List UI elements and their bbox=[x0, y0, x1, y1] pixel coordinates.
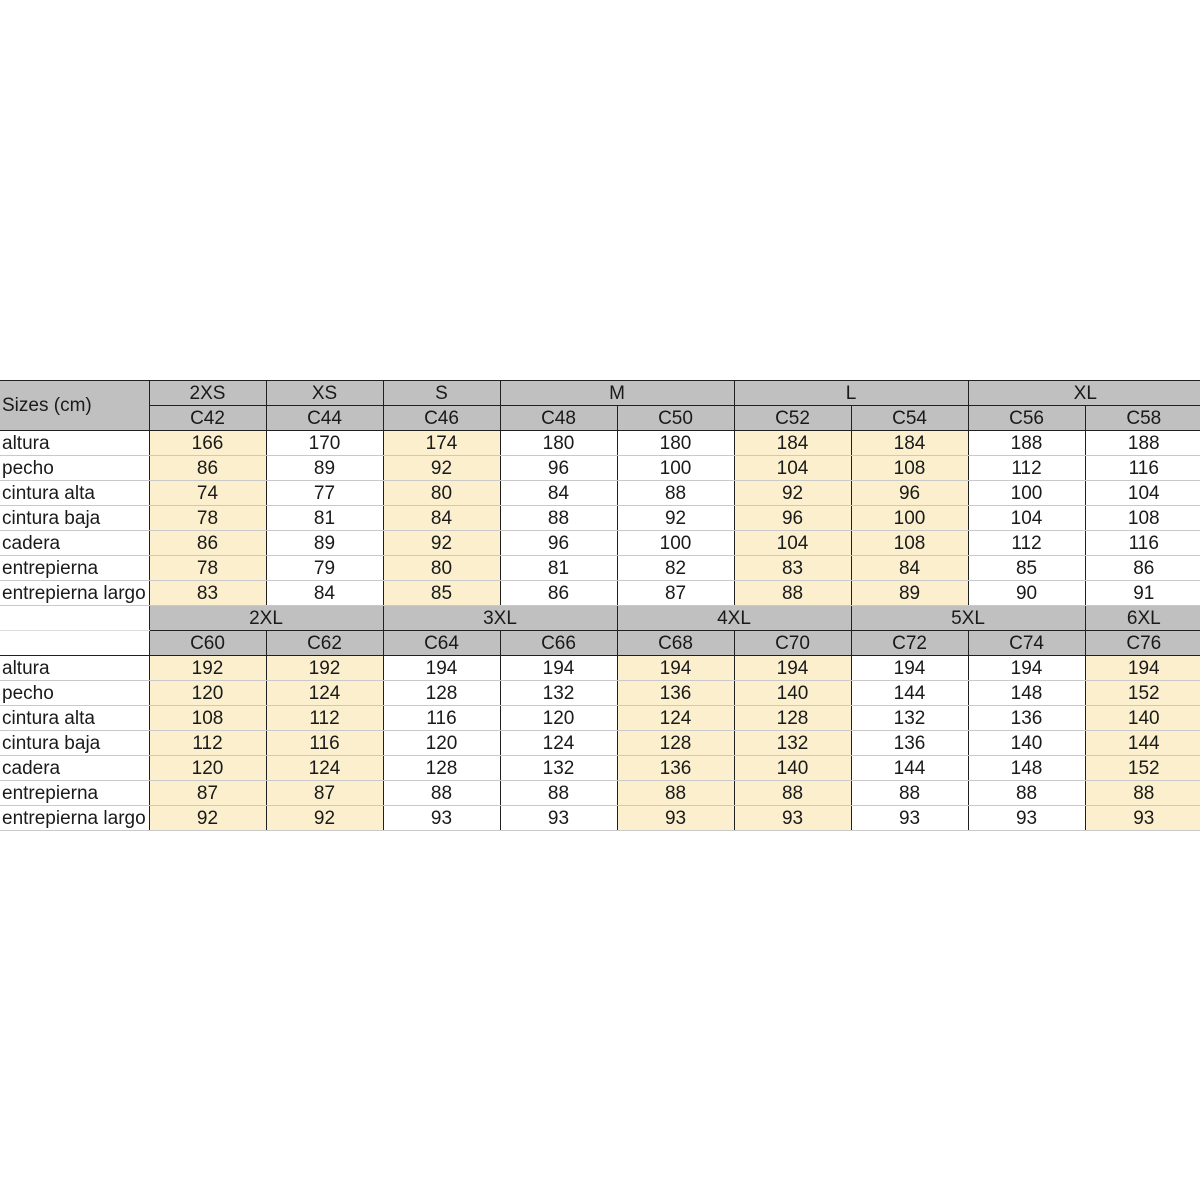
measurement-value: 87 bbox=[617, 581, 734, 606]
size-chart-table bbox=[0, 380, 1200, 831]
measurement-value: 112 bbox=[149, 731, 266, 756]
size-group-header: M bbox=[500, 381, 734, 406]
measurement-value: 144 bbox=[1085, 731, 1200, 756]
size-group-header: XS bbox=[266, 381, 383, 406]
measurement-value: 120 bbox=[149, 681, 266, 706]
size-group-header: 3XL bbox=[383, 606, 617, 631]
size-group-header: 4XL bbox=[617, 606, 851, 631]
measurement-value: 86 bbox=[149, 531, 266, 556]
size-code-header: C60 bbox=[149, 631, 266, 656]
measurement-value: 188 bbox=[968, 431, 1085, 456]
size-code-header: C76 bbox=[1085, 631, 1200, 656]
size-chart-body bbox=[0, 381, 1200, 831]
measurement-value: 112 bbox=[266, 706, 383, 731]
measurement-label: entrepierna bbox=[0, 556, 149, 581]
measurement-label: cintura alta bbox=[0, 706, 149, 731]
measurement-value: 180 bbox=[500, 431, 617, 456]
measurement-value: 136 bbox=[617, 681, 734, 706]
measurement-label: altura bbox=[0, 656, 149, 681]
measurement-value: 132 bbox=[734, 731, 851, 756]
measurement-value: 88 bbox=[500, 781, 617, 806]
measurement-value: 108 bbox=[149, 706, 266, 731]
measurement-value: 112 bbox=[968, 531, 1085, 556]
measurement-value: 100 bbox=[617, 531, 734, 556]
measurement-value: 194 bbox=[1085, 656, 1200, 681]
measurement-value: 194 bbox=[734, 656, 851, 681]
measurement-value: 194 bbox=[851, 656, 968, 681]
measurement-label: cintura alta bbox=[0, 481, 149, 506]
measurement-value: 136 bbox=[617, 756, 734, 781]
measurement-value: 112 bbox=[968, 456, 1085, 481]
measurement-value: 124 bbox=[266, 681, 383, 706]
measurement-value: 93 bbox=[734, 806, 851, 831]
measurement-row bbox=[0, 731, 1200, 756]
measurement-value: 132 bbox=[500, 681, 617, 706]
measurement-value: 96 bbox=[500, 456, 617, 481]
measurement-value: 79 bbox=[266, 556, 383, 581]
measurement-value: 92 bbox=[734, 481, 851, 506]
measurement-value: 92 bbox=[266, 806, 383, 831]
size-code-header: C42 bbox=[149, 406, 266, 431]
measurement-value: 124 bbox=[617, 706, 734, 731]
measurement-value: 96 bbox=[734, 506, 851, 531]
measurement-value: 93 bbox=[500, 806, 617, 831]
measurement-value: 132 bbox=[500, 756, 617, 781]
measurement-value: 108 bbox=[851, 531, 968, 556]
corner-label: Sizes (cm) bbox=[0, 381, 149, 431]
measurement-value: 120 bbox=[149, 756, 266, 781]
measurement-row bbox=[0, 531, 1200, 556]
measurement-value: 88 bbox=[968, 781, 1085, 806]
measurement-row bbox=[0, 456, 1200, 481]
measurement-value: 92 bbox=[617, 506, 734, 531]
measurement-value: 120 bbox=[383, 731, 500, 756]
measurement-value: 77 bbox=[266, 481, 383, 506]
measurement-value: 96 bbox=[851, 481, 968, 506]
measurement-value: 84 bbox=[383, 506, 500, 531]
measurement-value: 116 bbox=[266, 731, 383, 756]
size-code-header: C54 bbox=[851, 406, 968, 431]
measurement-label: entrepierna largo bbox=[0, 581, 149, 606]
measurement-value: 128 bbox=[734, 706, 851, 731]
measurement-value: 104 bbox=[1085, 481, 1200, 506]
measurement-row bbox=[0, 481, 1200, 506]
measurement-value: 144 bbox=[851, 681, 968, 706]
measurement-value: 88 bbox=[851, 781, 968, 806]
measurement-value: 194 bbox=[968, 656, 1085, 681]
measurement-value: 93 bbox=[968, 806, 1085, 831]
measurement-value: 92 bbox=[383, 456, 500, 481]
size-group-header: 2XS bbox=[149, 381, 266, 406]
measurement-value: 136 bbox=[968, 706, 1085, 731]
measurement-value: 93 bbox=[617, 806, 734, 831]
measurement-value: 124 bbox=[266, 756, 383, 781]
measurement-value: 128 bbox=[617, 731, 734, 756]
measurement-value: 86 bbox=[149, 456, 266, 481]
measurement-value: 104 bbox=[734, 456, 851, 481]
measurement-row bbox=[0, 656, 1200, 681]
empty-label-cell bbox=[0, 606, 149, 631]
measurement-value: 81 bbox=[500, 556, 617, 581]
size-code-header: C72 bbox=[851, 631, 968, 656]
measurement-value: 140 bbox=[734, 681, 851, 706]
measurement-value: 93 bbox=[383, 806, 500, 831]
measurement-value: 108 bbox=[1085, 506, 1200, 531]
size-code-header: C44 bbox=[266, 406, 383, 431]
measurement-label: pecho bbox=[0, 681, 149, 706]
size-code-header: C50 bbox=[617, 406, 734, 431]
empty-label-cell bbox=[0, 631, 149, 656]
measurement-value: 90 bbox=[968, 581, 1085, 606]
measurement-value: 86 bbox=[1085, 556, 1200, 581]
measurement-value: 88 bbox=[617, 481, 734, 506]
measurement-value: 194 bbox=[617, 656, 734, 681]
measurement-value: 100 bbox=[851, 506, 968, 531]
measurement-value: 128 bbox=[383, 756, 500, 781]
measurement-value: 104 bbox=[734, 531, 851, 556]
measurement-value: 78 bbox=[149, 506, 266, 531]
size-code-header: C64 bbox=[383, 631, 500, 656]
measurement-value: 192 bbox=[266, 656, 383, 681]
size-code-header: C68 bbox=[617, 631, 734, 656]
measurement-row bbox=[0, 506, 1200, 531]
size-group-header: 6XL bbox=[1085, 606, 1200, 631]
size-group-header: XL bbox=[968, 381, 1200, 406]
measurement-label: cadera bbox=[0, 531, 149, 556]
measurement-value: 100 bbox=[968, 481, 1085, 506]
size-code-header: C48 bbox=[500, 406, 617, 431]
measurement-value: 74 bbox=[149, 481, 266, 506]
measurement-value: 140 bbox=[968, 731, 1085, 756]
measurement-value: 116 bbox=[383, 706, 500, 731]
size-code-header-row bbox=[0, 406, 1200, 431]
size-code-header: C74 bbox=[968, 631, 1085, 656]
measurement-value: 116 bbox=[1085, 456, 1200, 481]
measurement-label: entrepierna bbox=[0, 781, 149, 806]
measurement-label: cadera bbox=[0, 756, 149, 781]
measurement-value: 128 bbox=[383, 681, 500, 706]
measurement-value: 85 bbox=[383, 581, 500, 606]
size-code-header: C58 bbox=[1085, 406, 1200, 431]
measurement-value: 148 bbox=[968, 681, 1085, 706]
measurement-value: 89 bbox=[266, 456, 383, 481]
measurement-value: 84 bbox=[266, 581, 383, 606]
size-code-header-row bbox=[0, 631, 1200, 656]
measurement-row bbox=[0, 431, 1200, 456]
measurement-value: 87 bbox=[266, 781, 383, 806]
size-group-header-row bbox=[0, 606, 1200, 631]
size-group-header-row bbox=[0, 381, 1200, 406]
size-group-header: L bbox=[734, 381, 968, 406]
measurement-value: 93 bbox=[851, 806, 968, 831]
measurement-value: 194 bbox=[383, 656, 500, 681]
measurement-value: 104 bbox=[968, 506, 1085, 531]
measurement-value: 120 bbox=[500, 706, 617, 731]
size-code-header: C52 bbox=[734, 406, 851, 431]
measurement-value: 188 bbox=[1085, 431, 1200, 456]
measurement-value: 88 bbox=[383, 781, 500, 806]
size-code-header: C62 bbox=[266, 631, 383, 656]
measurement-value: 83 bbox=[734, 556, 851, 581]
measurement-value: 85 bbox=[968, 556, 1085, 581]
measurement-row bbox=[0, 556, 1200, 581]
measurement-value: 152 bbox=[1085, 681, 1200, 706]
measurement-value: 88 bbox=[734, 781, 851, 806]
measurement-value: 82 bbox=[617, 556, 734, 581]
measurement-value: 148 bbox=[968, 756, 1085, 781]
measurement-value: 84 bbox=[851, 556, 968, 581]
measurement-value: 83 bbox=[149, 581, 266, 606]
measurement-row bbox=[0, 681, 1200, 706]
measurement-value: 100 bbox=[617, 456, 734, 481]
size-code-header: C66 bbox=[500, 631, 617, 656]
measurement-value: 140 bbox=[734, 756, 851, 781]
size-code-header: C56 bbox=[968, 406, 1085, 431]
measurement-value: 86 bbox=[500, 581, 617, 606]
measurement-value: 80 bbox=[383, 556, 500, 581]
measurement-value: 184 bbox=[851, 431, 968, 456]
measurement-value: 81 bbox=[266, 506, 383, 531]
size-group-header: 5XL bbox=[851, 606, 1085, 631]
measurement-value: 80 bbox=[383, 481, 500, 506]
measurement-value: 136 bbox=[851, 731, 968, 756]
measurement-row bbox=[0, 756, 1200, 781]
measurement-row bbox=[0, 706, 1200, 731]
measurement-value: 92 bbox=[383, 531, 500, 556]
measurement-value: 152 bbox=[1085, 756, 1200, 781]
measurement-value: 88 bbox=[617, 781, 734, 806]
measurement-value: 88 bbox=[500, 506, 617, 531]
measurement-value: 144 bbox=[851, 756, 968, 781]
measurement-label: pecho bbox=[0, 456, 149, 481]
measurement-value: 89 bbox=[266, 531, 383, 556]
measurement-value: 93 bbox=[1085, 806, 1200, 831]
size-group-header: S bbox=[383, 381, 500, 406]
measurement-value: 180 bbox=[617, 431, 734, 456]
measurement-value: 88 bbox=[1085, 781, 1200, 806]
measurement-value: 78 bbox=[149, 556, 266, 581]
measurement-value: 89 bbox=[851, 581, 968, 606]
measurement-value: 194 bbox=[500, 656, 617, 681]
measurement-row bbox=[0, 806, 1200, 831]
measurement-value: 124 bbox=[500, 731, 617, 756]
measurement-value: 140 bbox=[1085, 706, 1200, 731]
measurement-value: 92 bbox=[149, 806, 266, 831]
size-code-header: C70 bbox=[734, 631, 851, 656]
measurement-row bbox=[0, 581, 1200, 606]
measurement-value: 108 bbox=[851, 456, 968, 481]
measurement-value: 116 bbox=[1085, 531, 1200, 556]
measurement-value: 184 bbox=[734, 431, 851, 456]
size-group-header: 2XL bbox=[149, 606, 383, 631]
measurement-label: cintura baja bbox=[0, 731, 149, 756]
measurement-value: 96 bbox=[500, 531, 617, 556]
measurement-row bbox=[0, 781, 1200, 806]
measurement-value: 192 bbox=[149, 656, 266, 681]
measurement-value: 132 bbox=[851, 706, 968, 731]
measurement-value: 174 bbox=[383, 431, 500, 456]
measurement-value: 170 bbox=[266, 431, 383, 456]
measurement-value: 84 bbox=[500, 481, 617, 506]
size-code-header: C46 bbox=[383, 406, 500, 431]
measurement-label: entrepierna largo bbox=[0, 806, 149, 831]
measurement-label: cintura baja bbox=[0, 506, 149, 531]
measurement-value: 166 bbox=[149, 431, 266, 456]
measurement-value: 87 bbox=[149, 781, 266, 806]
measurement-value: 88 bbox=[734, 581, 851, 606]
measurement-label: altura bbox=[0, 431, 149, 456]
measurement-value: 91 bbox=[1085, 581, 1200, 606]
